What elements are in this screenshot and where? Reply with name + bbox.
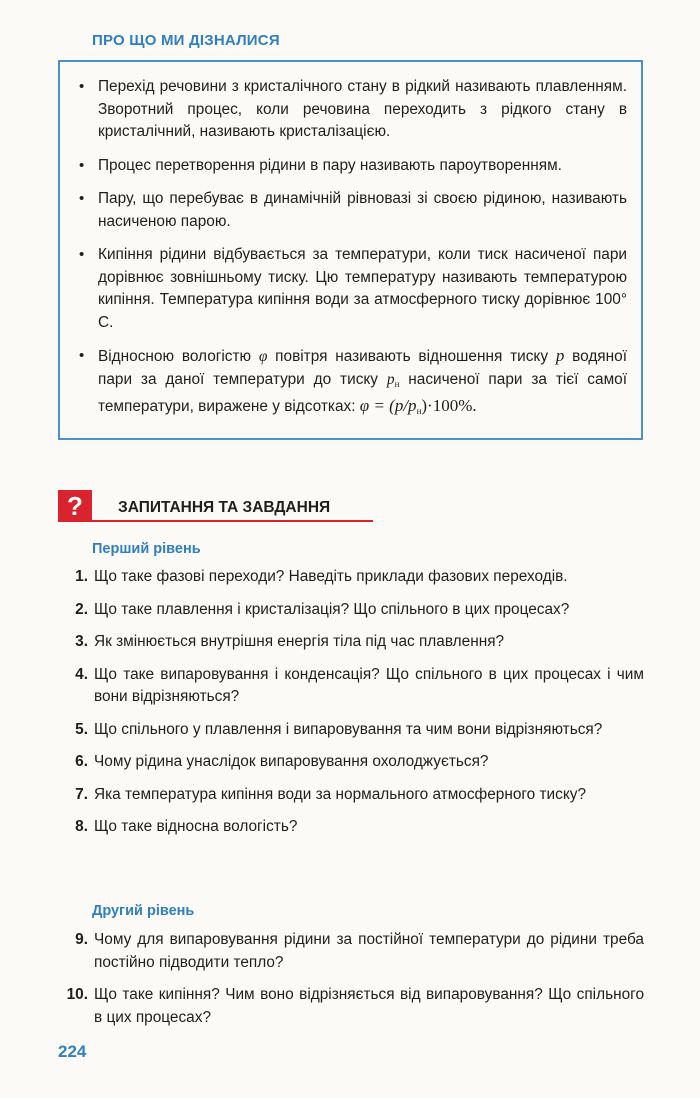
question-text: Чому для випаровування рідини за постійної температури до рідини треба постійно підводити тепло? <box>94 931 644 971</box>
question-item <box>60 719 644 742</box>
humidity-text: водяної пари за даної температури до тиску <box>98 348 627 388</box>
question-number: 6. <box>75 753 88 770</box>
question-text: Що таке фазові переходи? Наведіть приклади фазових переходів. <box>94 568 568 585</box>
question-text: Що таке плавлення і кристалізація? Що спільного в цих процесах? <box>94 600 570 618</box>
level-2-title: Другий рівень <box>92 903 195 919</box>
question-item <box>60 929 644 974</box>
question-number: 5. <box>75 720 88 738</box>
question-text: Чому рідина унаслідок випаровування охолоджується? <box>94 753 489 770</box>
question-number: 4. <box>75 665 88 683</box>
summary-bullet: • Кипіння рідини відбувається за температури, коли тиск насиченої пари дорівнює зовнішньому тиску. Цю температуру називають температурою кипіння. Температура кипіння води за атмосферного тиску дорівнює 100° С. <box>78 244 627 334</box>
saturated-pressure-symbol <box>387 371 400 388</box>
question-item <box>60 984 644 1029</box>
questions-title: ЗАПИТАННЯ ТА ЗАВДАННЯ <box>118 499 331 516</box>
formula-subscript: н <box>416 406 422 416</box>
level-1-title: Перший рівень <box>92 541 201 557</box>
pn-subscript: н <box>394 378 400 389</box>
summary-box <box>58 60 643 440</box>
humidity-text: насиченої пари за тієї самої температури, виражене у відсотках: <box>98 370 627 415</box>
question-item <box>60 751 644 774</box>
question-text: Що спільного у плавлення і випаровування та чим вони відрізняються? <box>94 720 603 738</box>
question-item <box>60 631 644 654</box>
question-number: 8. <box>75 818 88 835</box>
pressure-symbol: p <box>555 346 565 365</box>
question-item <box>60 816 644 839</box>
level-2-questions <box>60 929 644 1039</box>
question-text: Що таке випаровування і конденсація? Що спільного в цих процесах і чим вони відрізняються? <box>94 665 644 705</box>
header-underline <box>92 520 373 522</box>
questions-header <box>58 490 373 526</box>
question-item <box>60 566 644 589</box>
formula-main: φ = (p/p <box>359 396 417 415</box>
question-item <box>60 599 644 622</box>
summary-bullet: • Процес перетворення рідини в пару називають пароутворенням. <box>78 155 627 178</box>
question-number: 2. <box>75 600 88 618</box>
question-text: Що таке відносна вологість? <box>94 818 298 835</box>
summary-title: ПРО ЩО МИ ДІЗНАЛИСЯ <box>92 32 280 49</box>
formula-end: )·100%. <box>421 396 477 415</box>
humidity-text: Відносною вологістю <box>98 348 259 365</box>
question-mark-icon: ? <box>58 490 92 522</box>
question-number: 1. <box>75 568 88 585</box>
question-number: 3. <box>75 633 88 650</box>
question-text: Що таке кипіння? Чим воно відрізняється від випаровування? Що спільного в цих процесах? <box>94 986 644 1026</box>
phi-symbol: φ <box>258 348 268 365</box>
question-item <box>60 664 644 709</box>
question-text: Як змінюється внутрішня енергія тіла під час плавлення? <box>94 633 505 650</box>
level-1-questions <box>60 566 644 849</box>
humidity-formula <box>360 396 477 415</box>
humidity-text: повітря називають відношення тиску <box>267 348 556 365</box>
question-number: 7. <box>75 785 88 803</box>
question-item <box>60 784 644 807</box>
question-number: 9. <box>75 931 88 948</box>
summary-bullet-humidity <box>78 345 627 423</box>
summary-bullet: • Перехід речовини з кристалічного стану в рідкий називають плавленням. Зворотний процес, коли речовина переходить з рідкого стану в кристалічний, називають кристалізацією. <box>78 76 627 144</box>
page-number: 224 <box>58 1042 87 1061</box>
question-number: 10. <box>66 986 88 1003</box>
question-text: Яка температура кипіння води за нормального атмосферного тиску? <box>94 785 587 803</box>
pn-base: p <box>386 370 395 388</box>
summary-bullet: • Пару, що перебуває в динамічній рівновазі зі своєю рідиною, називають насиченою парою. <box>78 188 627 233</box>
